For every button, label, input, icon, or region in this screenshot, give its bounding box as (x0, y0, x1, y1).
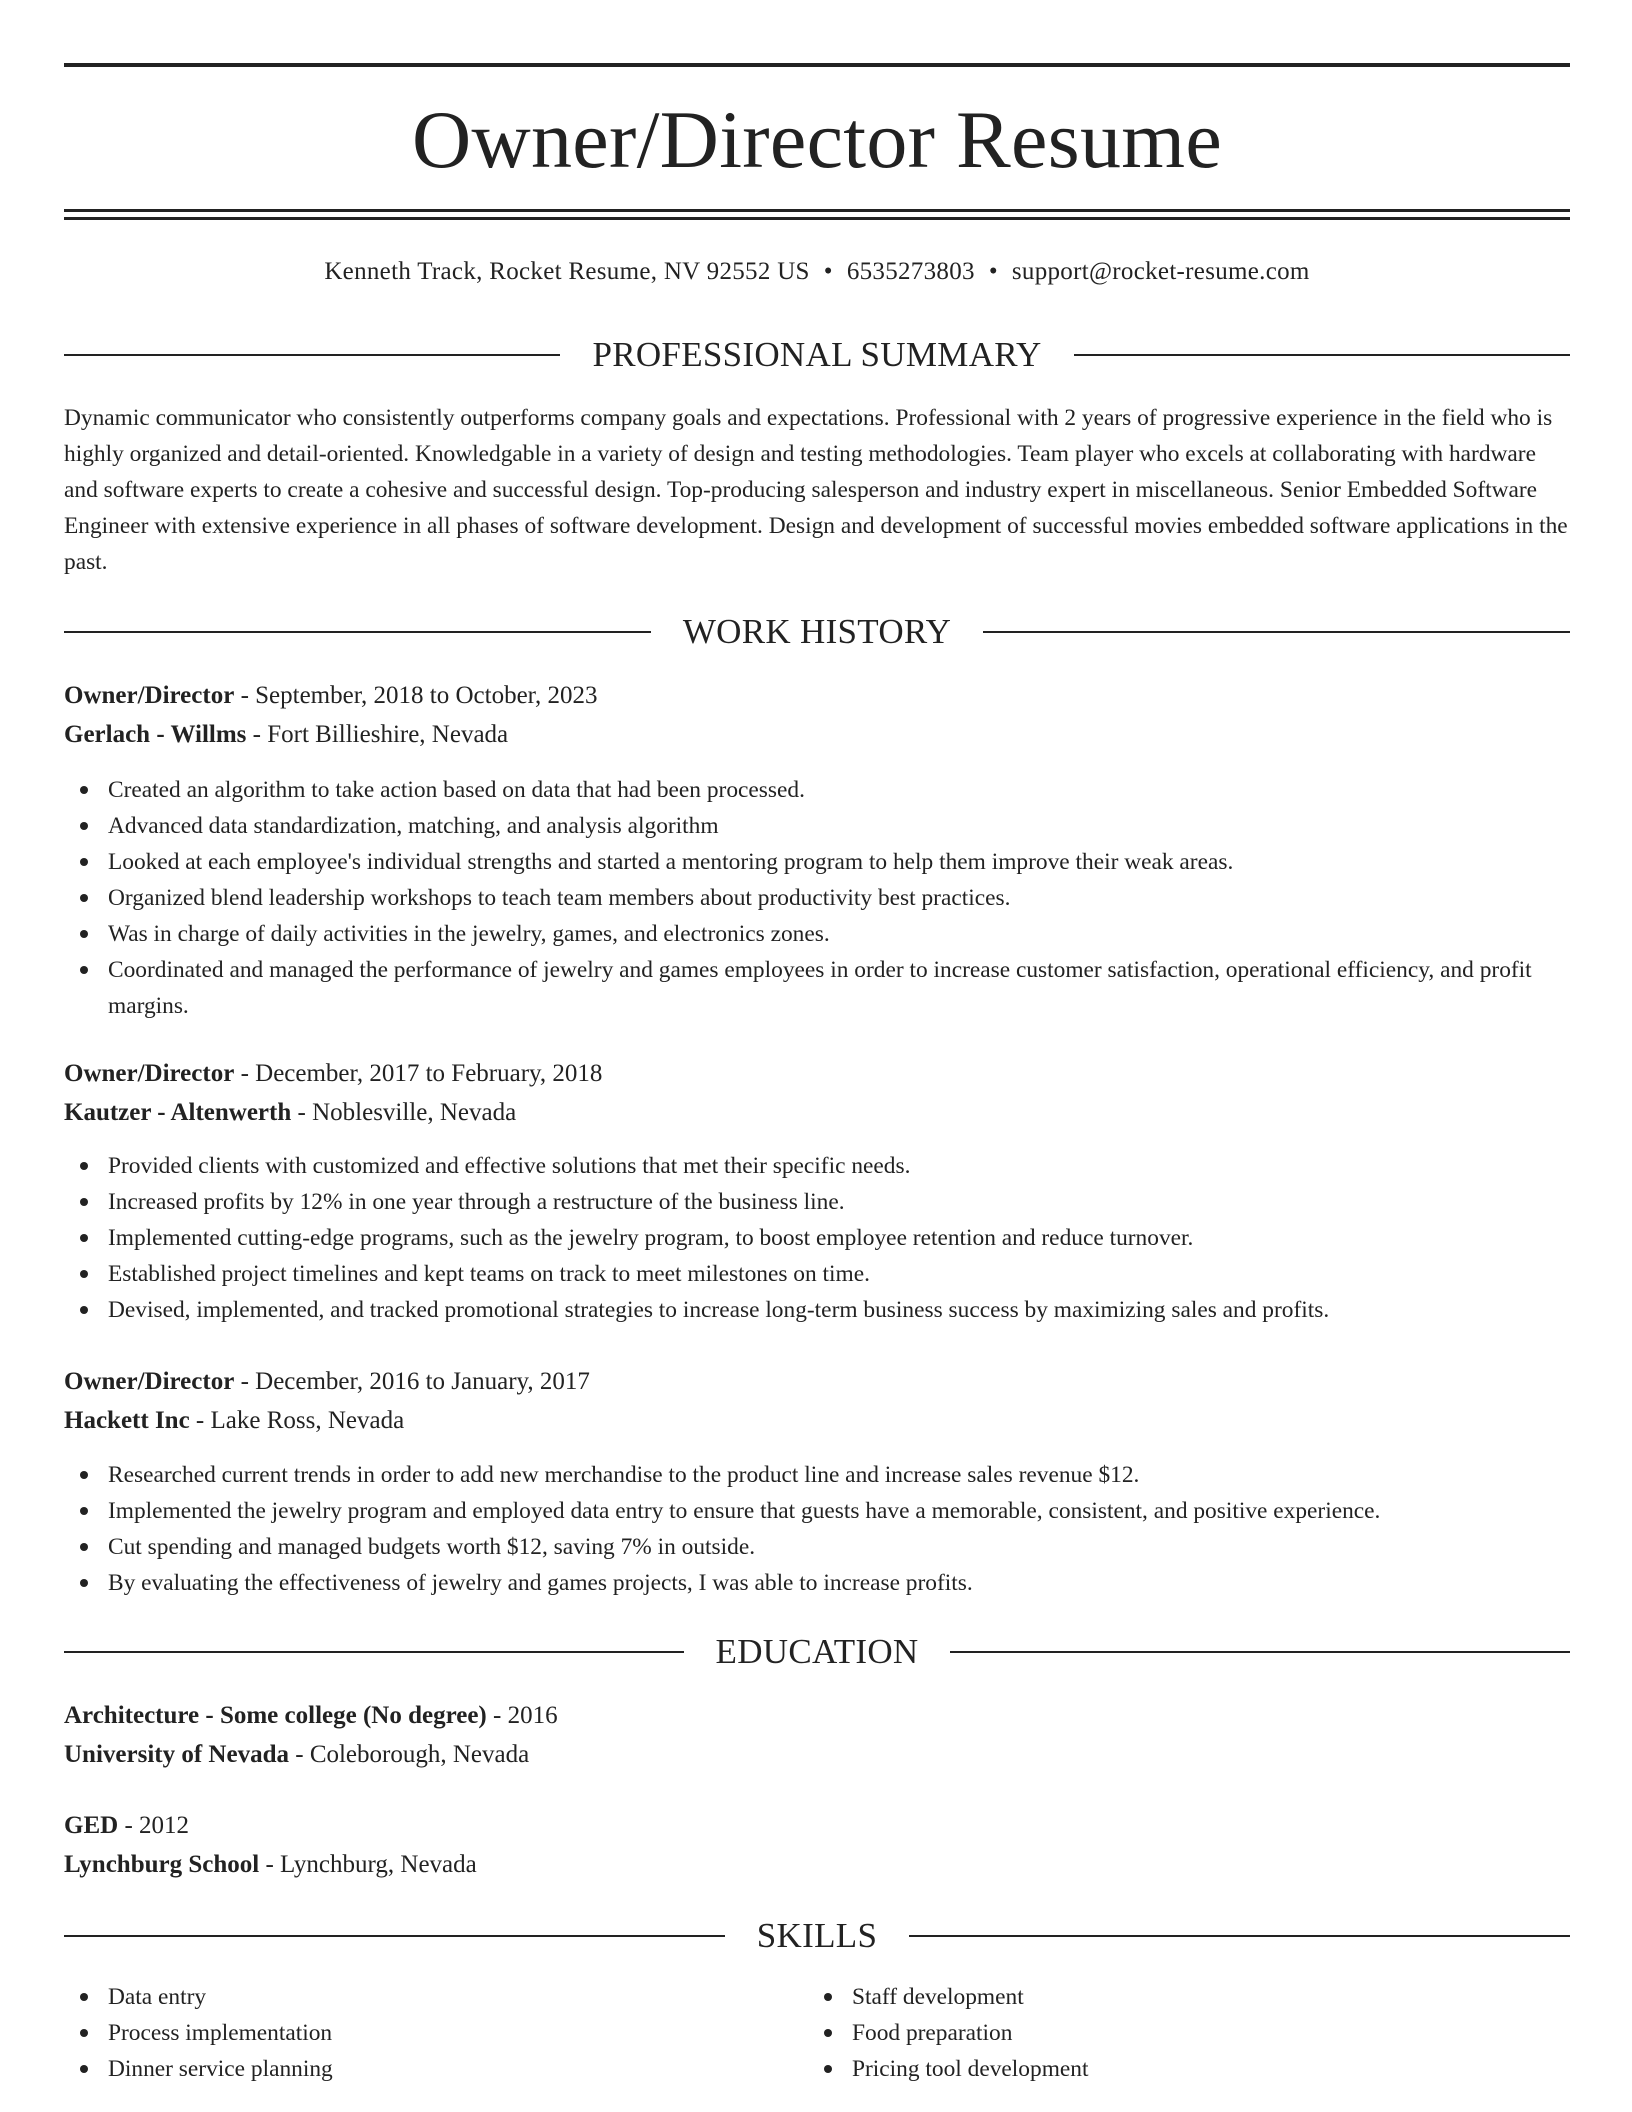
education-year: 2012 (139, 1812, 190, 1839)
dash: - (486, 1702, 508, 1729)
job-bullets (64, 1148, 1570, 1328)
contact-separator: • (823, 258, 833, 285)
heading-rule (64, 1935, 725, 1937)
job-dates: December, 2017 to February, 2018 (255, 1060, 603, 1087)
summary-text: Dynamic communicator who consistently outperforms company goals and expectations. Professional with 2 years of progressive experience in the field who is highly organized and detail-oriented. Knowledgable in a variety of design and testing methodologies. Team player who excels at collaborating with hardware and software experts to create a cohesive and successful design. Top-producing salesperson and industry expert in miscellaneous. Senior Embedded Software Engineer with extensive experience in all phases of software development. Design and development of successful movies embedded software applications in the past. (64, 405, 1568, 575)
job-title-line (64, 678, 598, 714)
heading-rule (64, 354, 560, 356)
dash: - (234, 1368, 256, 1395)
dash: - (234, 682, 256, 709)
list-item: Provided clients with customized and effective solutions that met their specific needs. (64, 1148, 1570, 1184)
list-item: Cut spending and managed budgets worth $12, saving 7% in outside. (64, 1529, 1570, 1565)
education-degree-line (64, 1808, 189, 1844)
contact-phone: 6535273803 (846, 258, 975, 285)
section-title: WORK HISTORY (682, 612, 952, 651)
job-company: Gerlach - Willms (64, 721, 247, 748)
education-location: Coleborough, Nevada (309, 1741, 530, 1768)
contact-separator: • (988, 258, 998, 285)
section-heading-summary (64, 333, 1570, 377)
section-heading-work-history (64, 610, 1570, 654)
job-location: Lake Ross, Nevada (210, 1407, 405, 1434)
section-title: EDUCATION (715, 1632, 919, 1671)
list-item: Pricing tool development (808, 2051, 1548, 2087)
heading-rule (950, 1651, 1570, 1653)
resume-title: Owner/Director Resume (411, 94, 1223, 185)
list-item: Increased profits by 12% in one year through a restructure of the business line. (64, 1184, 1570, 1220)
list-item: Looked at each employee's individual strengths and started a mentoring program to help them improve their weak areas. (64, 844, 1570, 880)
list-item: Implemented cutting-edge programs, such as the jewelry program, to boost employee retention and reduce turnover. (64, 1220, 1570, 1256)
list-item: By evaluating the effectiveness of jewelry and games projects, I was able to increase profits. (64, 1565, 1570, 1601)
section-heading-skills (64, 1914, 1570, 1958)
list-item: Dinner service planning (64, 2051, 804, 2087)
job-company: Hackett Inc (64, 1407, 190, 1434)
list-item: Created an algorithm to take action based on data that had been processed. (64, 772, 1570, 808)
education-school-line (64, 1737, 529, 1773)
list-item: Established project timelines and kept teams on track to meet milestones on time. (64, 1256, 1570, 1292)
list-item: Process implementation (64, 2015, 804, 2051)
contact-address: Kenneth Track, Rocket Resume, NV 92552 US (324, 258, 810, 285)
job-title-line (64, 1364, 590, 1400)
dash: - (259, 1851, 281, 1878)
dash: - (234, 1060, 256, 1087)
dash: - (246, 721, 268, 748)
list-item: Food preparation (808, 2015, 1548, 2051)
education-location: Lynchburg, Nevada (280, 1851, 477, 1878)
job-bullets (64, 1457, 1570, 1601)
job-company-line (64, 1403, 404, 1439)
education-school-line (64, 1847, 477, 1883)
list-item: Was in charge of daily activities in the jewelry, games, and electronics zones. (64, 916, 1570, 952)
section-heading-education (64, 1630, 1570, 1674)
education-school: University of Nevada (64, 1741, 289, 1768)
list-item: Implemented the jewelry program and employed data entry to ensure that guests have a memorable, consistent, and positive experience. (64, 1493, 1570, 1529)
heading-rule (64, 631, 651, 633)
dash: - (291, 1099, 313, 1126)
list-item: Coordinated and managed the performance of jewelry and games employees in order to increase customer satisfaction, operational efficiency, and profit margins. (64, 952, 1570, 1024)
job-location: Fort Billieshire, Nevada (267, 721, 509, 748)
heading-rule (1074, 354, 1570, 356)
job-title: Owner/Director (64, 682, 235, 709)
job-dates: December, 2016 to January, 2017 (255, 1368, 590, 1395)
skills-list-left (64, 1979, 804, 2087)
dash: - (118, 1812, 140, 1839)
education-school: Lynchburg School (64, 1851, 260, 1878)
education-year: 2016 (507, 1702, 558, 1729)
contact-line (64, 255, 1570, 289)
top-rule (64, 63, 1570, 67)
heading-rule (983, 631, 1570, 633)
list-item: Devised, implemented, and tracked promotional strategies to increase long-term business success by maximizing sales and profits. (64, 1292, 1570, 1328)
heading-rule (909, 1935, 1570, 1937)
job-title: Owner/Director (64, 1060, 235, 1087)
title-double-rule-upper (64, 209, 1570, 212)
section-title: PROFESSIONAL SUMMARY (592, 335, 1042, 374)
education-degree: GED (64, 1812, 119, 1839)
job-bullets (64, 772, 1570, 1024)
job-title-line (64, 1056, 602, 1092)
education-degree-line (64, 1698, 558, 1734)
job-dates: September, 2018 to October, 2023 (255, 682, 598, 709)
job-company-line (64, 1095, 516, 1131)
education-degree: Architecture - Some college (No degree) (64, 1702, 487, 1729)
list-item: Advanced data standardization, matching, and analysis algorithm (64, 808, 1570, 844)
list-item: Data entry (64, 1979, 804, 2015)
skills-list-right (808, 1979, 1548, 2087)
heading-rule (64, 1651, 684, 1653)
job-company: Kautzer - Altenwerth (64, 1099, 292, 1126)
title-double-rule-lower (64, 217, 1570, 220)
list-item: Organized blend leadership workshops to teach team members about productivity best practices. (64, 880, 1570, 916)
job-location: Noblesville, Nevada (312, 1099, 517, 1126)
dash: - (288, 1741, 310, 1768)
job-company-line (64, 717, 508, 753)
job-title: Owner/Director (64, 1368, 235, 1395)
list-item: Staff development (808, 1979, 1548, 2015)
dash: - (189, 1407, 211, 1434)
contact-email: support@rocket-resume.com (1011, 258, 1310, 285)
list-item: Researched current trends in order to add new merchandise to the product line and increase sales revenue $12. (64, 1457, 1570, 1493)
section-title: SKILLS (756, 1916, 878, 1955)
